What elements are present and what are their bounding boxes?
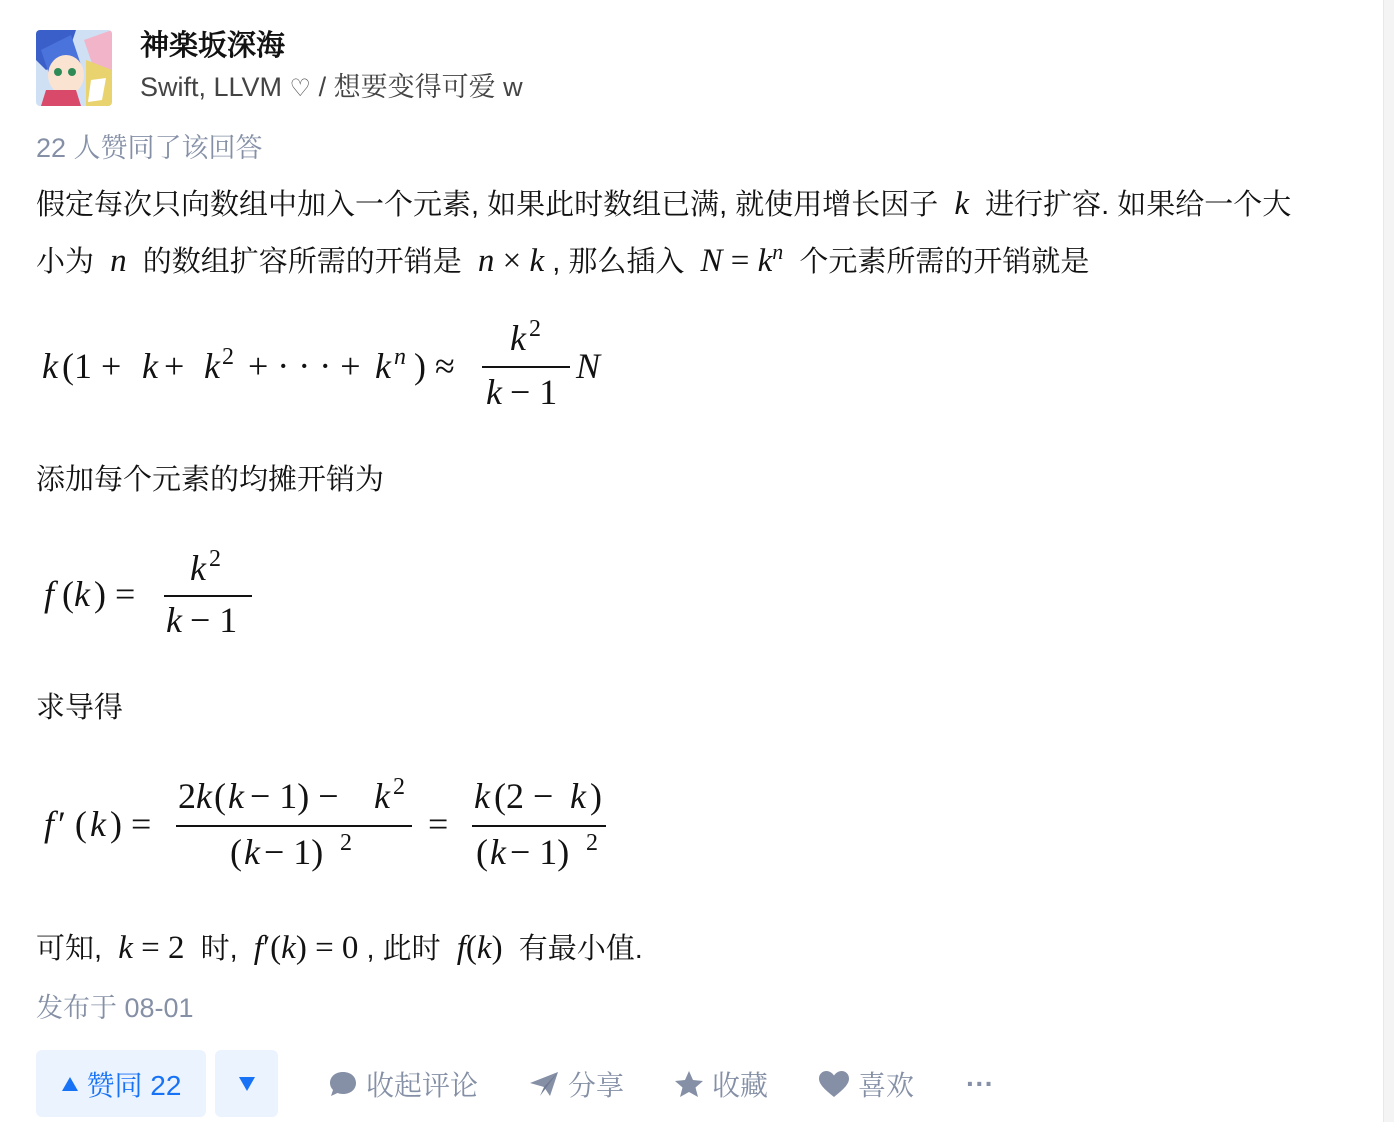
text-segment: 有最小值. [518, 933, 643, 965]
math-inline: ( [465, 930, 477, 966]
like-label: 喜欢 [858, 1070, 915, 1101]
svg-text:2: 2 [178, 776, 196, 816]
paragraph-2: 添加每个元素的均摊开销为 [36, 464, 385, 496]
svg-text:k: k [486, 372, 502, 412]
scrollbar[interactable] [1383, 0, 1394, 1122]
svg-text:+: + [164, 346, 185, 386]
paragraph-1-line-1 [36, 180, 1291, 229]
svg-text:k: k [196, 776, 212, 816]
svg-text:(: ( [62, 574, 74, 614]
svg-text:k: k [244, 832, 260, 872]
svg-text:− 1): − 1) [264, 832, 324, 872]
svg-text:′ (: ′ ( [58, 804, 87, 844]
svg-text:f: f [44, 804, 55, 844]
svg-text:2: 2 [393, 774, 405, 800]
svg-text:(: ( [214, 776, 226, 816]
paragraph-3: 求导得 [36, 692, 124, 724]
vote-count-text: 22 人赞同了该回答 [36, 133, 263, 163]
math-inline: = 2 [132, 930, 185, 966]
svg-text:(: ( [476, 832, 488, 872]
text-segment: , 此时 [366, 933, 441, 965]
svg-text:2: 2 [340, 830, 352, 856]
svg-text:k: k [510, 318, 526, 358]
svg-text:) =: ) = [110, 804, 152, 844]
math-inline: k [529, 243, 545, 279]
text-segment: 小为 [36, 246, 95, 278]
svg-text:k: k [474, 776, 490, 816]
author-bio-prefix: Swift, LLVM [140, 72, 290, 102]
svg-text:k: k [490, 832, 506, 872]
svg-text:n: n [394, 344, 406, 370]
collect-label: 收藏 [712, 1070, 769, 1101]
math-inline: k [954, 186, 970, 222]
svg-text:k: k [375, 346, 391, 386]
math-inline: ) [491, 930, 503, 966]
svg-text:+ · · · +: + · · · + [248, 346, 361, 386]
paragraph-4 [36, 924, 643, 973]
downvote-button[interactable] [215, 1050, 278, 1117]
upvote-triangle-icon [61, 1076, 79, 1092]
author-avatar[interactable] [36, 30, 112, 106]
math-inline: k [281, 930, 296, 966]
comment-label: 收起评论 [366, 1070, 479, 1101]
share-label: 分享 [568, 1070, 625, 1101]
svg-text:2: 2 [222, 344, 234, 370]
collect-button[interactable] [674, 1062, 768, 1106]
math-inline: × [494, 243, 530, 279]
star-icon [674, 1070, 704, 1098]
more-dots-icon: ··· [966, 1068, 994, 1099]
heart-outline-icon: ♡ [289, 75, 312, 102]
svg-text:): ) [590, 776, 602, 816]
math-inline: $k^n$ [757, 239, 784, 279]
svg-text:(: ( [230, 832, 242, 872]
svg-text:) ≈: ) ≈ [414, 346, 455, 386]
upvote-button[interactable] [36, 1050, 206, 1117]
svg-text:k: k [90, 804, 106, 844]
math-inline: ) = 0 [295, 930, 359, 966]
more-button[interactable] [966, 1062, 994, 1106]
downvote-triangle-icon [238, 1076, 256, 1092]
svg-text:k: k [374, 776, 390, 816]
math-inline: f [456, 930, 466, 966]
paragraph-1-line-2 [36, 228, 1089, 286]
like-button[interactable] [818, 1062, 914, 1106]
math-inline: ′( [262, 930, 282, 966]
text-segment: 的数组扩容所需的开销是 [142, 246, 462, 278]
svg-text:k: k [42, 346, 58, 386]
author-name[interactable]: 神楽坂深海 [140, 30, 286, 62]
math-inline: n [477, 243, 495, 279]
text-segment: 个元素所需的开销就是 [799, 246, 1090, 278]
text-segment: 进行扩容. 如果给一个大 [985, 189, 1292, 221]
text-segment: 时, [200, 933, 238, 965]
svg-text:) =: ) = [94, 574, 136, 614]
svg-text:(2 −: (2 − [494, 776, 554, 816]
svg-text:k: k [570, 776, 586, 816]
math-inline: f [253, 930, 263, 966]
svg-text:N: N [576, 346, 601, 386]
upvote-label: 赞同 22 [86, 1069, 182, 1101]
math-inline: N [700, 243, 723, 279]
svg-text:2: 2 [209, 546, 221, 572]
svg-text:k: k [74, 574, 90, 614]
svg-text:2: 2 [586, 830, 598, 856]
svg-text:k: k [190, 548, 206, 588]
svg-text:k: k [228, 776, 244, 816]
svg-text:k: k [166, 600, 182, 640]
heart-icon [818, 1070, 850, 1098]
text-segment: 可知, [36, 933, 103, 965]
svg-text:(1 +: (1 + [62, 346, 122, 386]
share-button[interactable] [528, 1062, 624, 1106]
math-inline: k [476, 930, 492, 966]
collapse-comments-button[interactable] [328, 1062, 478, 1106]
comment-bubble-icon [328, 1070, 358, 1098]
math-inline: = [722, 243, 758, 279]
math-inline: k [118, 930, 133, 966]
text-segment: 假定每次只向数组中加入一个元素, 如果此时数组已满, 就使用增长因子 [36, 189, 939, 221]
text-segment: , 那么插入 [552, 246, 685, 278]
svg-text:f: f [44, 574, 55, 614]
svg-text:− 1: − 1 [510, 372, 558, 412]
math-inline: n [110, 243, 127, 279]
svg-text:k: k [142, 346, 158, 386]
svg-text:=: = [428, 804, 449, 844]
author-bio [140, 69, 523, 107]
svg-text:− 1) −: − 1) − [250, 776, 339, 816]
share-plane-icon [528, 1070, 560, 1098]
author-bio-suffix: / 想要变得可爱 w [311, 72, 523, 102]
publish-time[interactable]: 发布于 08-01 [36, 993, 194, 1023]
svg-text:− 1): − 1) [510, 832, 570, 872]
svg-text:2: 2 [529, 316, 541, 342]
svg-text:k: k [204, 346, 220, 386]
svg-text:− 1: − 1 [190, 600, 238, 640]
